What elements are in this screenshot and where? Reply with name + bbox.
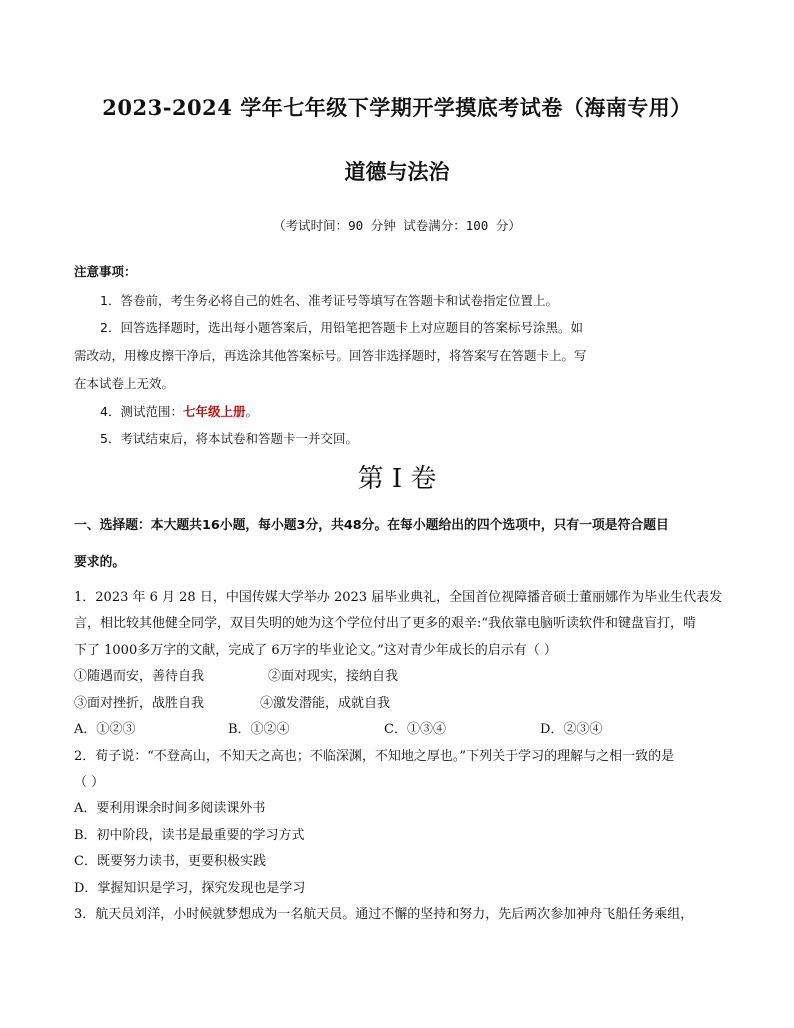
question-2-option-a: A．要利用课余时间多阅读课外书 [74, 801, 266, 816]
question-1-statement-1: ①随遇而安，善待自我 [74, 669, 205, 684]
question-1-line-2: 言，相比较其他健全同学，双目失明的她为这个学位付出了更多的艰辛:“我依靠电脑听读软件和键盘盲打，啃 [74, 616, 697, 631]
volume-heading: 第 I 卷 [357, 464, 437, 494]
section-heading-line-2: 要求的。 [74, 555, 126, 570]
question-1-statement-2: ②面对现实，接纳自我 [268, 669, 399, 684]
note-item-5: 5．考试结束后，将本试卷和答题卡一并交回。 [100, 431, 358, 446]
note-item-2-line-1: 2．回答选择题时，选出每小题答案后，用铅笔把答题卡上对应题目的答案标号涂黑。如 [100, 320, 583, 335]
question-2-option-b: B．初中阶段，读书是最重要的学习方式 [74, 828, 305, 843]
question-1-statement-3: ③面对挫折，战胜自我 [74, 696, 205, 711]
exam-info: （考试时间：90 分钟 试卷满分：100 分） [273, 218, 521, 233]
note-item-2-line-2: 需改动，用橡皮擦干净后，再选涂其他答案标号。回答非选择题时，将答案写在答题卡上。写 [74, 348, 587, 363]
question-1-line-3: 下了 1000多万字的文献，完成了 6万字的毕业论文。”这对青少年成长的启示有（ ） [74, 643, 557, 658]
note-item-4-prefix: 4．测试范围： [100, 404, 183, 419]
test-range: 七年级上册 [182, 404, 246, 419]
note-item-2-line-3: 在本试卷上无效。 [74, 376, 175, 391]
question-1-option-c: C．①③④ [384, 722, 446, 737]
question-1-option-d: D．②③④ [540, 722, 603, 737]
question-1-option-b: B．①②④ [228, 722, 290, 737]
question-2-line-1: 2．荀子说：“不登高山，不知天之高也；不临深渊，不知地之厚也。”下列关于学习的理解与之相一致的是 [74, 749, 675, 764]
question-2-line-2: （ ） [74, 775, 105, 790]
question-2-option-c: C．既要努力读书，更要积极实践 [74, 854, 266, 869]
question-1-line-1: 1．2023 年 6 月 28 日，中国传媒大学举办 2023 届毕业典礼，全国首位视障播音硕士董丽娜作为毕业生代表发 [74, 590, 723, 605]
question-1-statement-4: ④激发潜能，成就自我 [260, 696, 391, 711]
notes-heading: 注意事项： [74, 264, 137, 279]
exam-title: 2023-2024 学年七年级下学期开学摸底考试卷（海南专用） [102, 95, 692, 120]
note-item-1: 1．答卷前，考生务必将自己的姓名、准考证号等填写在答题卡和试卷指定位置上。 [100, 293, 558, 308]
question-1-option-a: A．①②③ [74, 722, 136, 737]
subject-title: 道德与法治 [344, 159, 450, 184]
question-2-option-d: D．掌握知识是学习，探究发现也是学习 [74, 881, 306, 896]
note-item-4 [100, 402, 258, 420]
section-heading-line-1: 一、选择题：本大题共16小题，每小题3分，共48分。在每小题给出的四个选项中，只有一项是符合题目 [74, 518, 669, 533]
question-3-line-1: 3．航天员刘洋，小时候就梦想成为一名航天员。通过不懈的坚持和努力，先后两次参加神舟飞船任务乘组， [74, 907, 694, 922]
note-item-4-suffix: 。 [245, 404, 258, 419]
